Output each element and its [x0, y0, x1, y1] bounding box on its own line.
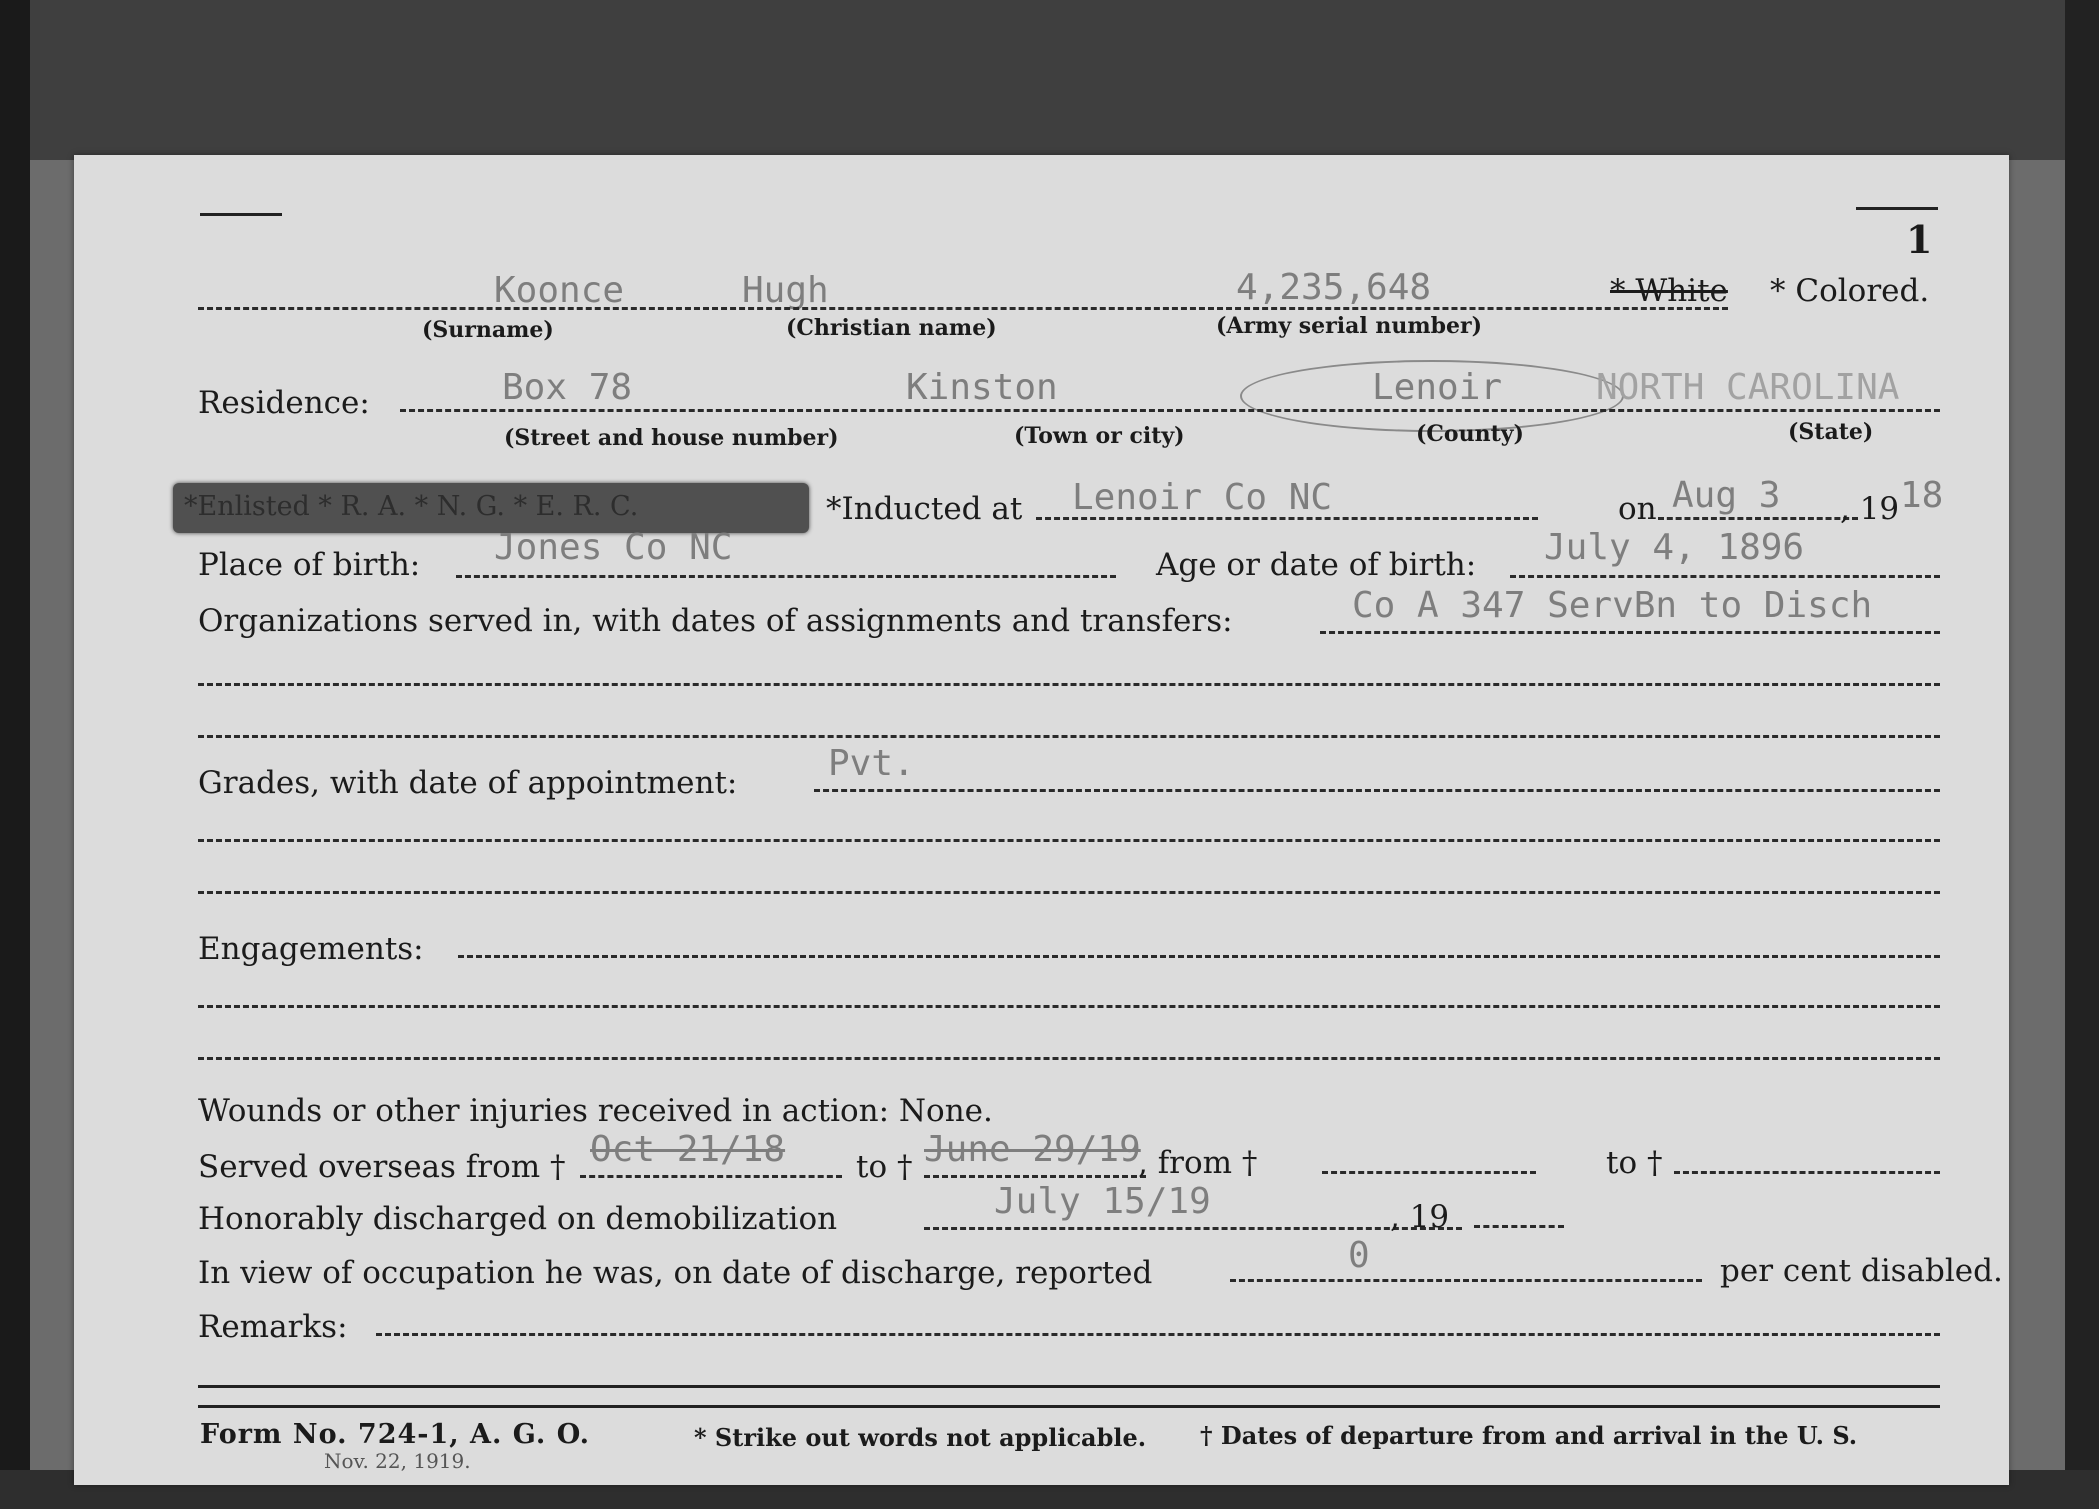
age-label: Age or date of birth: — [1156, 547, 1477, 583]
residence-label: Residence: — [198, 385, 370, 421]
race-white-struck: * White — [1610, 273, 1728, 309]
remarks-line-1 — [376, 1333, 1940, 1336]
discharge-year-line — [1474, 1225, 1564, 1228]
disability-suffix: per cent disabled. — [1720, 1253, 2003, 1289]
engagements-label: Engagements: — [198, 931, 424, 967]
street-caption: (Street and house number) — [504, 425, 839, 451]
street-value: Box 78 — [502, 367, 633, 408]
overseas-from-label-2: , from † — [1138, 1145, 1258, 1181]
county-value: Lenoir — [1372, 367, 1503, 408]
overseas-to-line — [924, 1175, 1146, 1178]
organizations-line-1 — [1320, 631, 1940, 634]
discharge-label: Honorably discharged on demobilization — [198, 1201, 838, 1237]
scanner-edge-left — [0, 0, 30, 1509]
induction-year-value: 18 — [1900, 475, 1944, 516]
disability-label: In view of occupation he was, on date of discharge, reported — [198, 1255, 1153, 1291]
name-line — [198, 307, 1728, 310]
christian-name-caption: (Christian name) — [786, 315, 997, 341]
town-value: Kinston — [906, 367, 1058, 408]
town-caption: (Town or city) — [1014, 423, 1185, 449]
overseas-to-line-2 — [1674, 1171, 1940, 1174]
remarks-label: Remarks: — [198, 1309, 348, 1345]
top-right-rule — [1856, 207, 1938, 210]
place-of-birth-value: Jones Co NC — [494, 527, 733, 568]
grades-line-3 — [198, 891, 1940, 894]
dates-note: † Dates of departure from and arrival in the U. S. — [1200, 1421, 1858, 1450]
card-number: 1 — [1906, 217, 1933, 262]
induction-date-value: Aug 3 — [1672, 475, 1781, 516]
remarks-line-2 — [198, 1385, 1940, 1388]
overseas-label: Served overseas from † — [198, 1149, 566, 1185]
county-caption: (County) — [1416, 421, 1524, 447]
organizations-line-2 — [198, 683, 1940, 686]
footer-rule — [198, 1405, 1940, 1408]
induction-date-line — [1658, 517, 1858, 520]
overseas-from-value: Oct 21/18 — [590, 1129, 786, 1170]
discharge-date-value: July 15/19 — [994, 1181, 1211, 1222]
serial-number-caption: (Army serial number) — [1216, 313, 1483, 339]
place-of-birth-label: Place of birth: — [198, 547, 421, 583]
overseas-to-label: to † — [856, 1149, 913, 1185]
overseas-to-value: June 29/19 — [924, 1129, 1141, 1170]
form-date: Nov. 22, 1919. — [324, 1449, 471, 1473]
engagements-line-3 — [198, 1057, 1940, 1060]
grades-line-1 — [814, 789, 1940, 792]
inducted-at-label: *Inducted at — [826, 491, 1023, 527]
surname-caption: (Surname) — [422, 317, 554, 343]
christian-name-value: Hugh — [742, 270, 829, 311]
overseas-to-label-2: to † — [1606, 1145, 1663, 1181]
engagements-line-2 — [198, 1005, 1940, 1008]
organizations-line-3 — [198, 735, 1940, 738]
enlisted-options-struck: *Enlisted * R. A. * N. G. * E. R. C. — [184, 491, 639, 522]
overseas-from-line-2 — [1322, 1171, 1536, 1174]
disability-value: 0 — [1348, 1235, 1370, 1276]
organizations-label: Organizations served in, with dates of assignments and transfers: — [198, 603, 1233, 639]
inducted-place-value: Lenoir Co NC — [1072, 477, 1333, 518]
induction-year-prefix: , 19 — [1840, 491, 1900, 527]
grades-label: Grades, with date of appointment: — [198, 765, 738, 801]
overseas-from-line — [580, 1175, 842, 1178]
inducted-place-line — [1036, 517, 1538, 520]
discharge-year-label: , 19 — [1390, 1199, 1450, 1235]
service-record-card — [74, 155, 2009, 1485]
surname-value: Koonce — [494, 270, 625, 311]
birth-date-line — [1510, 575, 1940, 578]
state-caption: (State) — [1788, 419, 1874, 445]
form-number: Form No. 724-1, A. G. O. — [200, 1419, 591, 1450]
wounds-label: Wounds or other injuries received in action: None. — [198, 1093, 993, 1129]
organizations-value: Co A 347 ServBn to Disch — [1352, 585, 1873, 626]
serial-number-value: 4,235,648 — [1236, 267, 1432, 308]
grades-line-2 — [198, 839, 1940, 842]
discharge-date-line — [924, 1227, 1462, 1230]
strike-note: * Strike out words not applicable. — [694, 1423, 1147, 1452]
inducted-on-label: on — [1618, 491, 1657, 527]
grades-value: Pvt. — [828, 743, 915, 784]
residence-line — [400, 409, 1940, 412]
state-value: NORTH CAROLINA — [1596, 367, 1900, 408]
race-colored: * Colored. — [1770, 273, 1930, 309]
top-left-rule — [200, 213, 282, 216]
scanner-background-top — [0, 0, 2099, 160]
place-of-birth-line — [456, 575, 1116, 578]
engagements-line-1 — [458, 955, 1940, 958]
birth-date-value: July 4, 1896 — [1544, 527, 1805, 568]
scanner-edge-right — [2065, 0, 2099, 1509]
disability-line — [1230, 1279, 1702, 1282]
